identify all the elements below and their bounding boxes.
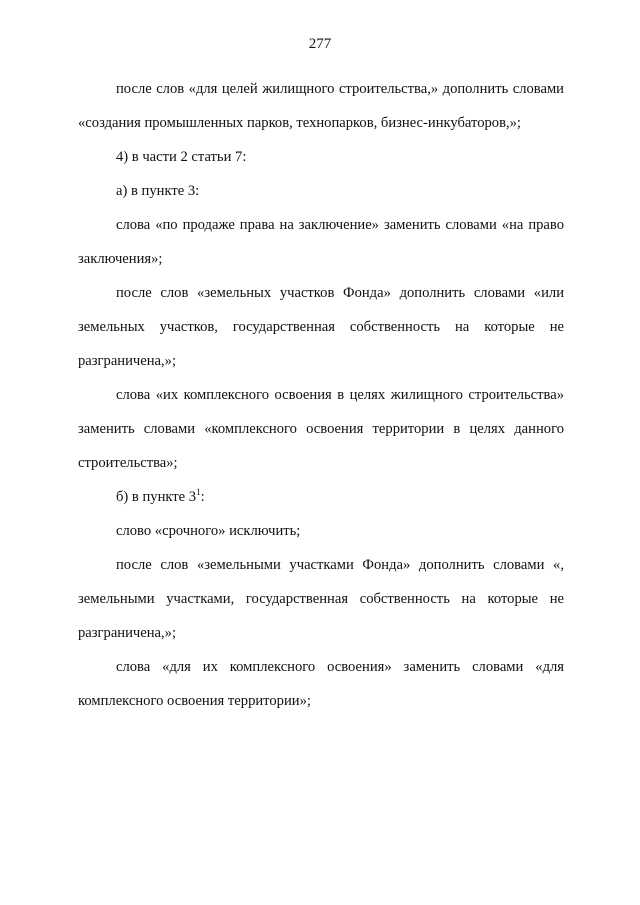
paragraph-3: а) в пункте 3: [116,183,200,199]
page-number: 277 [308,36,332,52]
paragraph-7-item-b [78,480,564,514]
item-b-superscript: 1 [196,487,201,498]
paragraph-2: 4) в части 2 статьи 7: [116,149,247,165]
paragraph-5: после слов «земельных участков Фонда» дополнить словами «или земельных участков, государственная собственность на которые не разграничена,»; [78,285,564,369]
item-b-suffix: : [200,489,205,505]
paragraph-9: после слов «земельными участками Фонда» дополнить словами «, земельными участками, государственная собственность на которые не разграничена,»; [78,557,564,641]
paragraph-1: после слов «для целей жилищного строительства,» дополнить словами «создания промышленных парков, технопарков, бизнес-инкубаторов,»; [78,81,564,131]
paragraph-4: слова «по продаже права на заключение» заменить словами «на право заключения»; [78,217,564,267]
paragraph-6: слова «их комплексного освоения в целях жилищного строительства» заменить словами «комплексного освоения территории в целях данного строительства»; [78,387,564,471]
item-b-text: б) в пункте 3 [116,489,197,505]
document-body [78,72,564,718]
paragraph-10: слова «для их комплексного освоения» заменить словами «для комплексного освоения территории»; [78,659,564,709]
paragraph-8: слово «срочного» исключить; [116,523,301,539]
